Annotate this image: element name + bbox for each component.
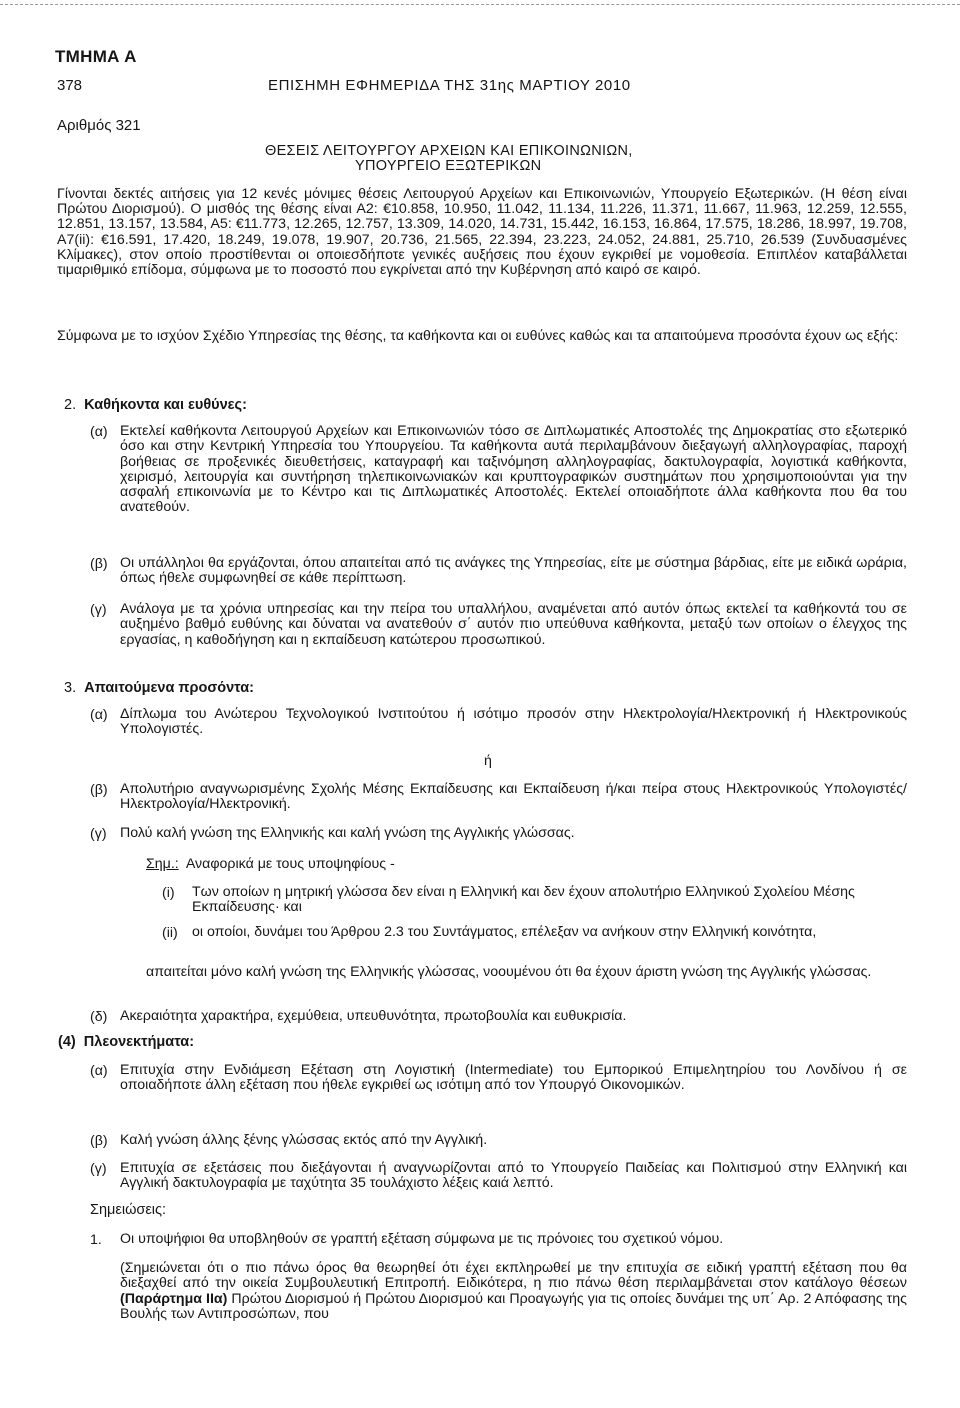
intro-paragraph: Γίνονται δεκτές αιτήσεις για 12 κενές μόνιμες θέσεις Λειτουργού Αρχείων και Επικοινωνιών, Υπουργείο Εξωτερικών. (Η θέση είναι Πρώτου Διορισμού). Ο μισθός της θέσης είναι Α2: €10.858, 10.950, 11.042, 11.134, 11.226, 11.371, 11.667, 11.963, 12.259, 12.555, 12.851, 13.157, 13.584, Α5: €11.773, 12.265, 12.757, 13.309, 14.020, 14.731, 15.442, 16.153, 16.864, 17.575, 18.286, 18.997, 19.708, Α7(ii): €16.591, 17.420, 18.249, 19.078, 19.907, 20.736, 21.565, 22.394, 23.223, 24.052, 24.881, 25.710, 26.539 (Συνδυασμένες Κλίμακες), στον οποίο προστίθενται οι οποιεσδήποτε γενικές αυξήσεις που έχουν εγκριθεί με νομοθεσία. Επιπλέον καταβάλλεται τιμαριθμικό επίδομα, σύμφωνα με το ποσοστό που εγκρίνεται από την Κυβέρνηση από καιρό σε καιρό. <box>57 186 907 279</box>
adv-c-mark: (γ) <box>90 1161 107 1177</box>
note1-sub <box>120 1261 907 1322</box>
duties-number: 2. <box>64 397 77 413</box>
qual-d-mark: (δ) <box>90 1009 108 1025</box>
note-i-text: Των οποίων η μητρική γλώσσα δεν είναι η Ελληνική και δεν έχουν απολυτήριο Ελληνικού Σχολείου Μέσης Εκπαίδευσης· και <box>192 884 855 916</box>
adv-b-mark: (β) <box>90 1133 108 1149</box>
scan-top-edge <box>0 4 960 5</box>
duty-a-mark: (α) <box>90 424 108 440</box>
section-label: ΤΜΗΜΑ Α <box>55 47 137 66</box>
duty-c-text: Ανάλογα με τα χρόνια υπηρεσίας και την πείρα του υπαλλήλου, αναμένεται από αυτόν όπως εκτελεί τα καθήκοντά του σε αυξημένο βαθμό ευθύνης και δύναται να ανατεθούν σ΄ αυτόν πιο υπεύθυνα καθήκοντα, μεταξύ των οποίων ο έλεγχος της εργασίας, η καθοδήγηση και η εκπαίδευση κατώτερου προσωπικού. <box>120 601 907 648</box>
note-line <box>146 856 395 872</box>
duties-heading <box>64 397 247 413</box>
adv-b-text: Καλή γνώση άλλης ξένης γλώσσας εκτός από την Αγγλική. <box>120 1132 488 1148</box>
adv-a-mark: (α) <box>90 1063 108 1079</box>
duty-c-mark: (γ) <box>90 602 107 618</box>
qual-a-mark: (α) <box>90 707 108 723</box>
qualifications-title: Απαιτούμενα προσόντα: <box>84 680 254 696</box>
note1-sub-after: Πρώτου Διορισμού ή Πρώτου Διορισμού και Προαγωγής για τις οποίες δυνάμει της υπ΄ Αρ. 2 Απόφασης της Βουλής των Αντιπροσώπων, που <box>120 1290 907 1322</box>
qual-b-text: Απολυτήριο αναγνωρισμένης Σχολής Μέσης Εκπαίδευσης και Εκπαίδευση ή/και πείρα στους Ηλεκτρονικούς Υπολογιστές/Ηλεκτρολογία/Ηλεκτρονική. <box>120 781 907 813</box>
qualifications-number: 3. <box>64 680 77 696</box>
gazette-header: ΕΠΙΣΗΜΗ ΕΦΗΜΕΡΙΔΑ ΤΗΣ 31ης ΜΑΡΤΙΟΥ 2010 <box>268 77 631 94</box>
notice-number: Αριθμός 321 <box>57 117 141 134</box>
note1-mark: 1. <box>90 1232 102 1248</box>
note-i-mark: (i) <box>162 885 175 901</box>
adv-c-text: Επιτυχία σε εξετάσεις που διεξάγονται ή αναγνωρίζονται από το Υπουργείο Παιδείας και Πολιτισμού στην Ελληνική και Αγγλική δακτυλογραφία με ταχύτητα 35 τουλάχιστο λέξεις καιά λεπτό. <box>120 1160 907 1192</box>
qual-b-mark: (β) <box>90 782 108 798</box>
note-tail: απαιτείται μόνο καλή γνώση της Ελληνικής γλώσσας, νοουμένου ότι θα έχουν άριστη γνώση της Αγγλικής γλώσσας. <box>146 964 872 980</box>
adv-a-text: Επιτυχία στην Ενδιάμεση Εξέταση στη Λογιστική (Intermediate) του Εμπορικού Επιμελητηρίου του Λονδίνου ή σε οποιαδήποτε άλλη εξέταση που ήθελε εγκριθεί ως ισότιμη από τον Υπουργό Οικονομικών. <box>120 1062 907 1094</box>
duties-title: Καθήκοντα και ευθύνες: <box>84 397 247 413</box>
advantages-heading <box>58 1034 194 1050</box>
note1-text: Οι υποψήφιοι θα υποβληθούν σε γραπτή εξέταση σύμφωνα με τις πρόνοιες του σχετικού νόμου. <box>120 1231 724 1247</box>
notice-title-line1: ΘΕΣΕΙΣ ΛΕΙΤΟΥΡΓΟΥ ΑΡΧΕΙΩΝ ΚΑΙ ΕΠΙΚΟΙΝΩΝΙΩΝ, <box>265 143 633 159</box>
note-ii-mark: (ii) <box>162 925 178 941</box>
advantages-number: (4) <box>58 1034 76 1050</box>
qual-d-text: Ακεραιότητα χαρακτήρα, εχεμύθεια, υπευθυνότητα, πρωτοβουλία και ευθυκρισία. <box>120 1008 627 1024</box>
schema-paragraph: Σύμφωνα με το ισχύον Σχέδιο Υπηρεσίας της θέσης, τα καθήκοντα και οι ευθύνες καθώς και τα απαιτούμενα προσόντα έχουν ως εξής: <box>57 328 899 344</box>
duty-b-text: Οι υπάλληλοι θα εργάζονται, όπου απαιτείται από τις ανάγκες της Υπηρεσίας, είτε με σύστημα βάρδιας, είτε με ειδικά ωράρια, όπως ήθελε συμφωνηθεί σε κάθε περίπτωση. <box>120 555 907 587</box>
notes-heading: Σημειώσεις: <box>90 1202 167 1218</box>
note-ii-text: οι οποίοι, δυνάμει του Άρθρου 2.3 του Συντάγματος, επέλεξαν να ανήκουν στην Ελληνική κοινότητα, <box>192 924 817 940</box>
note-text: Αναφορικά με τους υποψηφίους - <box>185 856 395 872</box>
notice-title-line2: ΥΠΟΥΡΓΕΙΟ ΕΞΩΤΕΡΙΚΩΝ <box>355 158 542 174</box>
duty-b-mark: (β) <box>90 556 108 572</box>
qualifications-heading <box>64 680 254 696</box>
or-separator: ή <box>484 753 492 769</box>
note-label: Σημ.: <box>146 856 179 872</box>
qual-c-mark: (γ) <box>90 826 107 842</box>
duty-a-text: Εκτελεί καθήκοντα Λειτουργού Αρχείων και Επικοινωνιών τόσο σε Διπλωματικές Αποστολές της Δημοκρατίας στο εξωτερικό όσο και στην Κεντρική Υπηρεσία του Υπουργείου. Τα καθήκοντα αυτά περιλαμβάνουν διεξαγωγή αλληλογραφίας, παροχή βοήθειας σε προξενικές διευθετήσεις, καταγραφή και ταξινόμηση αλληλογραφίας, δακτυλογραφία, λογιστικά καθήκοντα, χειρισμό, λειτουργία και συντήρηση τηλεπικοινωνιακών και κρυπτογραφικών συστημάτων που χρησιμοποιούνται για την ασφαλή επικοινωνία με το Κέντρο και τις Διπλωματικές Αποστολές. Εκτελεί οποιαδήποτε άλλα καθήκοντα που θα του ανατεθούν. <box>120 423 907 516</box>
note1-sub-bold: (Παράρτημα IIα) <box>120 1290 228 1307</box>
qual-a-text: Δίπλωμα του Ανώτερου Τεχνολογικού Ινστιτούτου ή ισότιμο προσόν στην Ηλεκτρολογία/Ηλεκτρονική ή Ηλεκτρονικούς Υπολογιστές. <box>120 706 907 738</box>
advantages-title: Πλεονεκτήματα: <box>83 1034 195 1050</box>
page-number: 378 <box>57 77 83 94</box>
qual-c-text: Πολύ καλή γνώση της Ελληνικής και καλή γνώση της Αγγλικής γλώσσας. <box>120 825 575 841</box>
note1-sub-before: (Σημειώνεται ότι ο πιο πάνω όρος θα θεωρηθεί ότι έχει εκπληρωθεί με την επιτυχία σε ειδική γραπτή εξέταση που θα διεξαχθεί από την οικεία Συμβουλευτική Επιτροπή. Ειδικότερα, η πιο πάνω θέση περιλαμβάνεται στον κατάλογο θέσεων <box>120 1260 907 1292</box>
